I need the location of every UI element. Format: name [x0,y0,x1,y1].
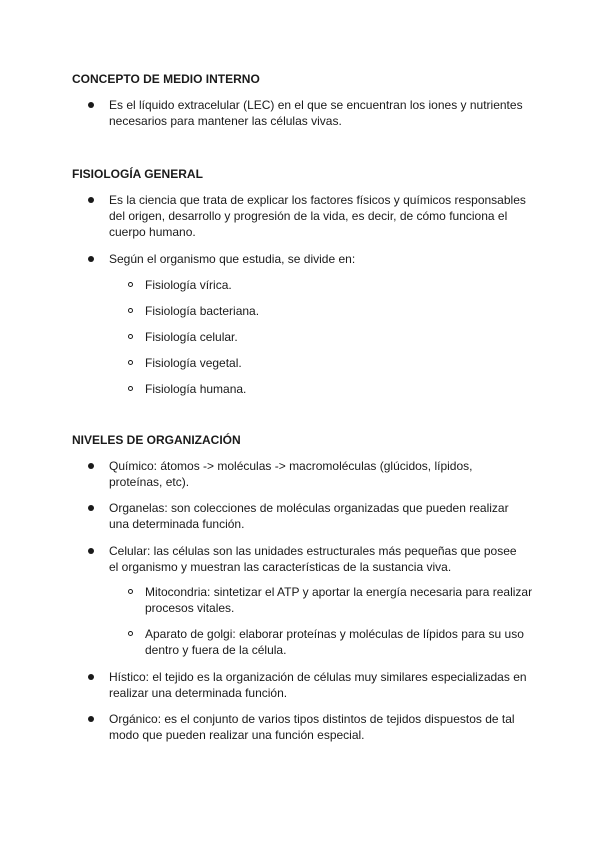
list-item [88,543,528,575]
sub-list-item [128,584,538,616]
sub-list-item-text: Fisiología celular. [145,330,238,344]
section-title-niveles-organizacion: NIVELES DE ORGANIZACIÓN [72,433,241,447]
bullet-dot-icon [88,716,94,722]
list-item-text: Hístico: el tejido es la organización de células muy similares especializadas en realizar una determinada función. [109,670,527,700]
bullet-dot-icon [88,197,94,203]
bullet-dot-icon [88,674,94,680]
sub-list-item [128,626,538,658]
list-item-text: Celular: las células son las unidades estructurales más pequeñas que posee el organismo y muestran las características de la sustancia viva. [109,544,517,574]
section-title-medio-interno: CONCEPTO DE MEDIO INTERNO [72,72,260,86]
bullet-ring-icon [128,631,133,636]
sub-list-item [128,381,538,397]
list-item-text: Organelas: son colecciones de moléculas organizadas que pueden realizar una determinada función. [109,501,509,531]
bullet-ring-icon [128,334,133,339]
bullet-dot-icon [88,463,94,469]
sub-list-item-text: Fisiología bacteriana. [145,304,260,318]
sub-list-item [128,303,538,319]
bullet-dot-icon [88,102,94,108]
list-item [88,192,528,240]
sub-list-item [128,277,538,293]
list-item [88,711,528,743]
bullet-dot-icon [88,548,94,554]
sub-list-item-text: Fisiología vegetal. [145,356,242,370]
bullet-ring-icon [128,589,133,594]
sub-list-item-text: Aparato de golgi: elaborar proteínas y moléculas de lípidos para su uso dentro y fuera de la célula. [145,627,524,657]
bullet-ring-icon [128,386,133,391]
bullet-dot-icon [88,505,94,511]
sub-list-item-text: Fisiología vírica. [145,278,232,292]
list-item [88,500,528,532]
section-title-fisiologia-general: FISIOLOGÍA GENERAL [72,167,203,181]
list-item-text: Es el líquido extracelular (LEC) en el que se encuentran los iones y nutrientes necesarios para mantener las células vivas. [109,98,523,128]
list-item [88,251,528,267]
sub-list-item-text: Mitocondria: sintetizar el ATP y aportar la energía necesaria para realizar procesos vitales. [145,585,533,615]
sub-list-item [128,355,538,371]
list-item-text: Según el organismo que estudia, se divide en: [109,252,356,266]
list-item [88,458,528,490]
list-item-text: Orgánico: es el conjunto de varios tipos distintos de tejidos dispuestos de tal modo que pueden realizar una función especial. [109,712,515,742]
sub-list-item-text: Fisiología humana. [145,382,247,396]
list-item [88,669,528,701]
bullet-ring-icon [128,282,133,287]
bullet-ring-icon [128,308,133,313]
list-item [88,97,528,129]
bullet-ring-icon [128,360,133,365]
list-item-text: Químico: átomos -> moléculas -> macromoléculas (glúcidos, lípidos, proteínas, etc). [109,459,473,489]
list-item-text: Es la ciencia que trata de explicar los factores físicos y químicos responsables del origen, desarrollo y progresión de la vida, es decir, de cómo funciona el cuerpo humano. [109,193,526,239]
sub-list-item [128,329,538,345]
bullet-dot-icon [88,256,94,262]
